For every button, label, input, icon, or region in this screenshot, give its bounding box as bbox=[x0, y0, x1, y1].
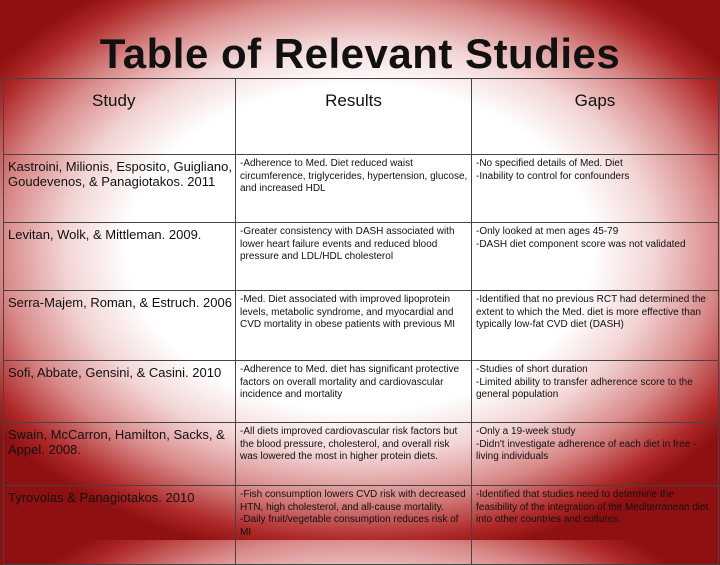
page-title: Table of Relevant Studies bbox=[99, 30, 621, 77]
gap-line: -Only a 19-week study bbox=[476, 426, 576, 437]
gap-line: -Studies of short duration bbox=[476, 364, 588, 375]
study-cell: Kastroini, Milionis, Esposito, Guigliano, Goudevenos, & Panagiotakos. 2011 bbox=[4, 155, 236, 223]
gap-line: -Inability to control for confounders bbox=[476, 170, 630, 182]
study-cell: Levitan, Wolk, & Mittleman. 2009. bbox=[4, 223, 236, 291]
gaps-cell bbox=[472, 361, 719, 423]
table-header-row bbox=[4, 79, 719, 155]
gap-line: -Only looked at men ages 45-79 bbox=[476, 226, 619, 237]
gaps-cell bbox=[472, 223, 719, 291]
gap-line: -Identified that no previous RCT had determined the extent to which the Med. diet is more effective than typically low-fat CVD diet (DASH) bbox=[476, 294, 706, 330]
results-cell bbox=[236, 155, 472, 223]
results-cell bbox=[236, 291, 472, 361]
gap-line: -Didn't investigate adherence of each diet in free -living individuals bbox=[476, 438, 697, 462]
studies-table bbox=[3, 78, 719, 565]
table-row bbox=[4, 361, 719, 423]
results-cell bbox=[236, 486, 472, 565]
study-cell: Sofi, Abbate, Gensini, & Casini. 2010 bbox=[4, 361, 236, 423]
result-line: -Med. Diet associated with improved lipoprotein levels, metabolic syndrome, and myocardial and CVD mortality in obese patients with previous MI bbox=[240, 294, 456, 330]
gap-line: -DASH diet component score was not validated bbox=[476, 238, 686, 250]
results-cell bbox=[236, 223, 472, 291]
result-line: -Fish consumption lowers CVD risk with decreased HTN, high cholesterol, and all-cause mortality. bbox=[240, 489, 466, 513]
result-line: -Adherence to Med. Diet reduced waist circumference, triglycerides, hypertension, glucose, and increased HDL bbox=[240, 158, 468, 194]
table-row bbox=[4, 155, 719, 223]
gaps-cell bbox=[472, 423, 719, 486]
result-line: -Daily fruit/vegetable consumption reduces risk of MI bbox=[240, 514, 459, 538]
header-gaps: Gaps bbox=[472, 79, 719, 155]
gap-line: -No specified details of Med. Diet bbox=[476, 158, 623, 169]
header-results: Results bbox=[236, 79, 472, 155]
gaps-cell bbox=[472, 486, 719, 565]
result-line: -Adherence to Med. diet has significant protective factors on overall mortality and cardiovascular incidence and mortality bbox=[240, 364, 460, 400]
gap-line: -Identified that studies need to determine the feasibility of the integration of the Mediterranean diet into other countries and cultures. bbox=[476, 489, 709, 525]
header-study: Study bbox=[4, 79, 236, 155]
table-row bbox=[4, 291, 719, 361]
gap-line: -Limited ability to transfer adherence score to the general population bbox=[476, 376, 693, 400]
study-cell: Tyrovolas & Panagiotakos. 2010 bbox=[4, 486, 236, 565]
table-row bbox=[4, 486, 719, 565]
results-cell bbox=[236, 361, 472, 423]
table-row bbox=[4, 423, 719, 486]
gaps-cell bbox=[472, 291, 719, 361]
results-cell bbox=[236, 423, 472, 486]
table-row bbox=[4, 223, 719, 291]
study-cell: Swain, McCarron, Hamilton, Sacks, & Appel. 2008. bbox=[4, 423, 236, 486]
result-line: -All diets improved cardiovascular risk factors but the blood pressure, cholesterol, and overall risk was lowered the most in higher protein diets. bbox=[240, 426, 458, 462]
study-cell: Serra-Majem, Roman, & Estruch. 2006 bbox=[4, 291, 236, 361]
result-line: -Greater consistency with DASH associated with lower heart failure events and reduced blood pressure and LDL/HDL cholesterol bbox=[240, 226, 455, 262]
gaps-cell bbox=[472, 155, 719, 223]
